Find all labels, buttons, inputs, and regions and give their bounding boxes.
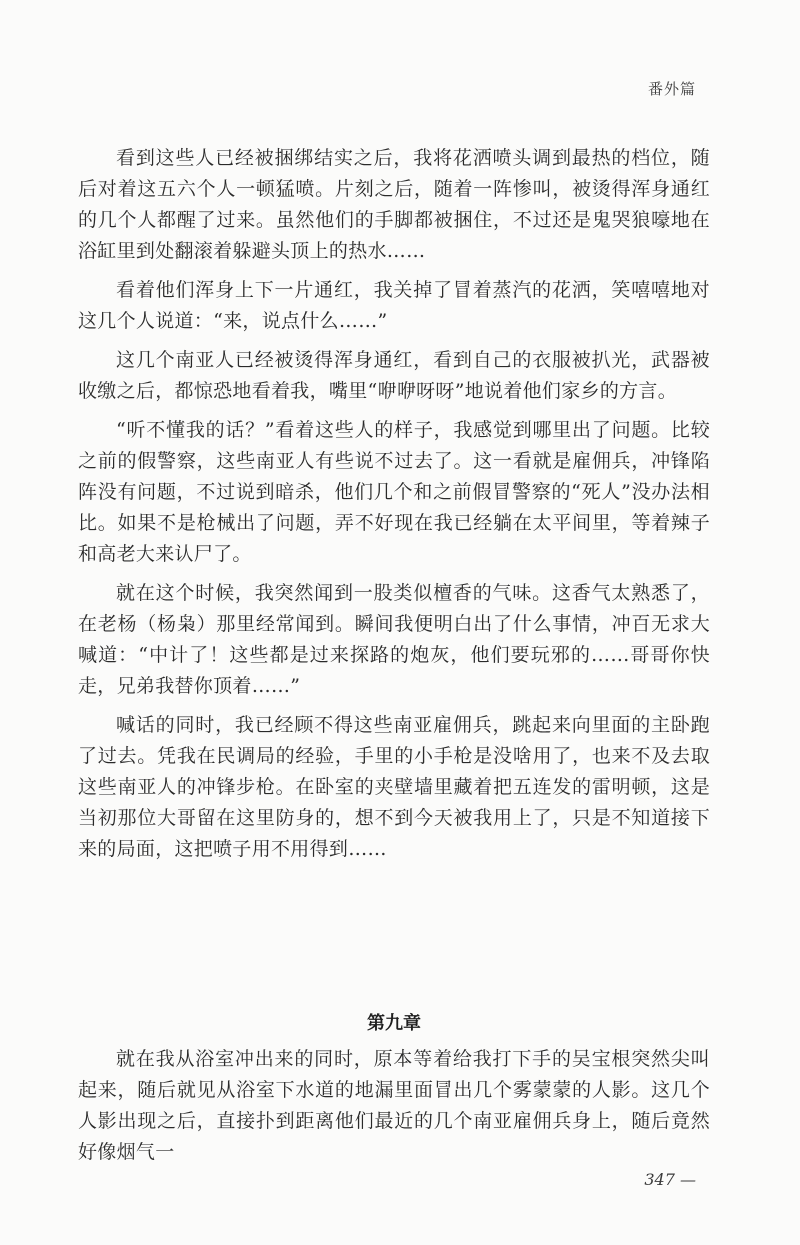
paragraph-3: 这几个南亚人已经被烫得浑身通红，看到自己的衣服被扒光，武器被收缴之后，都惊恐地看着我，嘴里“咿咿呀呀”地说着他们家乡的方言。 — [78, 349, 710, 402]
chapter-section — [78, 1010, 710, 1176]
main-text — [78, 143, 710, 873]
paragraph-4: “听不懂我的话？”看着这些人的样子，我感觉到哪里出了问题。比较之前的假警察，这些南亚人有些说不过去了。这一看就是雇佣兵，冲锋陷阵没有问题，不过说到暗杀，他们几个和之前假冒警察的“死人”没办法相比。如果不是枪械出了问题，弄不好现在我已经躺在太平间里，等着辣子和高老大来认尸了。 — [78, 419, 710, 565]
page-number: 347 — — [644, 1170, 696, 1189]
paragraph-5: 就在这个时候，我突然闻到一股类似檀香的气味。这香气太熟悉了，在老杨（杨枭）那里经常闻到。瞬间我便明白出了什么事情，冲百无求大喊道：“中计了！这些都是过来探路的炮灰，他们要玩邪的……哥哥你快走，兄弟我替你顶着……” — [78, 582, 710, 697]
chapter-title: 第九章 — [367, 1013, 421, 1034]
paragraph-6: 喊话的同时，我已经顾不得这些南亚雇佣兵，跳起来向里面的主卧跑了过去。凭我在民调局的经验，手里的小手枪是没啥用了，也来不及去取这些南亚人的冲锋步枪。在卧室的夹壁墙里藏着把五连发的雷明顿，这是当初那位大哥留在这里防身的，想不到今天被我用上了，只是不知道接下来的局面，这把喷子用不用得到…… — [78, 714, 710, 860]
chapter-paragraph-1: 就在我从浴室冲出来的同时，原本等着给我打下手的吴宝根突然尖叫起来，随后就见从浴室下水道的地漏里面冒出几个雾蒙蒙的人影。这几个人影出现之后，直接扑到距离他们最近的几个南亚雇佣兵身上，随后竟然好像烟气一 — [78, 1048, 710, 1163]
paragraph-1: 看到这些人已经被捆绑结实之后，我将花洒喷头调到最热的档位，随后对着这五六个人一顿猛喷。片刻之后，随着一阵惨叫，被烫得浑身通红的几个人都醒了过来。虽然他们的手脚都被捆住，不过还是鬼哭狼嚎地在浴缸里到处翻滚着躲避头顶上的热水…… — [78, 147, 710, 262]
paragraph-2: 看着他们浑身上下一片通红，我关掉了冒着蒸汽的花洒，笑嘻嘻地对这几个人说道：“来，说点什么……” — [78, 279, 710, 332]
running-head: 番外篇 — [647, 80, 696, 98]
